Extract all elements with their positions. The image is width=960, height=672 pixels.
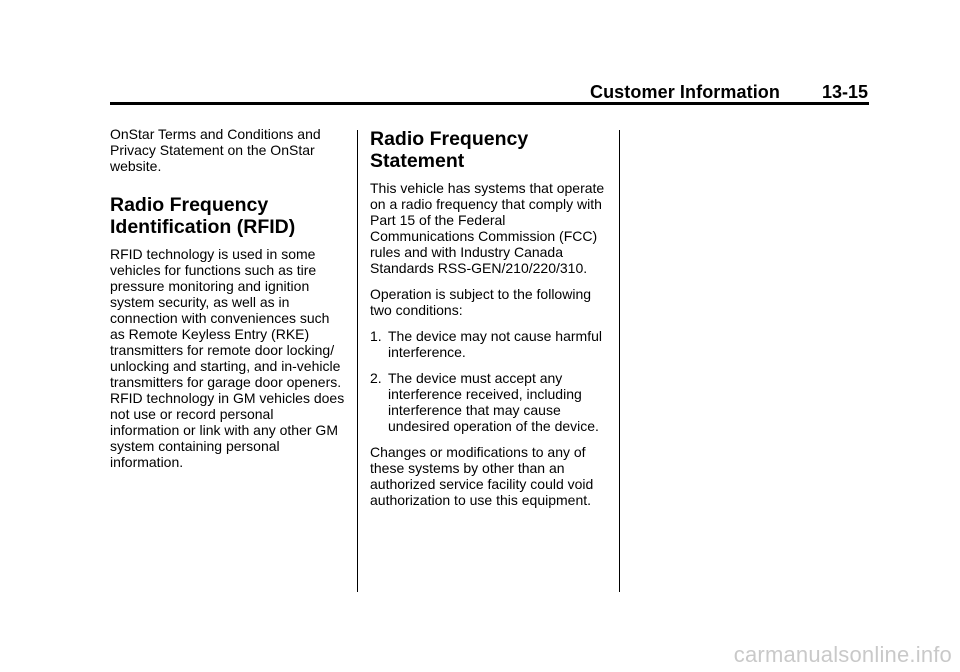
- conditions-paragraph: Operation is subject to the following two conditions:: [370, 286, 592, 318]
- column-left: [110, 126, 346, 480]
- page-number: 13-15: [821, 82, 868, 102]
- column-divider-1: [357, 130, 358, 592]
- column-divider-2: [619, 130, 620, 592]
- watermark: carmanualsonline.info: [733, 642, 952, 667]
- list-text: The device may not cause harmful interference.: [388, 328, 602, 360]
- conditions-list: [370, 328, 606, 434]
- modifications-paragraph: Changes or modifications to any of these systems by other than an authorized service facility could void authorization to use this equipment.: [370, 444, 594, 508]
- radio-frequency-heading: Radio Frequency Statement: [370, 128, 529, 172]
- list-item: [370, 328, 606, 360]
- rfid-heading: Radio Frequency Identification (RFID): [110, 194, 296, 238]
- list-text: The device must accept any interference received, including interference that may cause undesired operation of the device.: [388, 370, 599, 434]
- list-item: [370, 370, 606, 434]
- list-number: 2.: [370, 370, 382, 386]
- list-number: 1.: [370, 328, 382, 344]
- rfid-paragraph: RFID technology is used in some vehicles for functions such as tire pressure monitoring and ignition system security, as well as in connection with conveniences such as Remote Keyless Entry (RKE) transmitters for remote door locking/ unlocking and starting, and in-vehicle transmitters for garage door openers. RFID technology in GM vehicles does not use or record personal information or link with any other GM system containing personal information.: [110, 246, 345, 470]
- fcc-paragraph: This vehicle has systems that operate on a radio frequency that comply with Part 15 of the Federal Communications Commission (FCC) rules and with Industry Canada Standards RSS-GEN/210/220/310.: [370, 180, 605, 276]
- page-header: [110, 80, 868, 104]
- column-middle: [370, 128, 606, 518]
- intro-paragraph: OnStar Terms and Conditions and Privacy Statement on the OnStar website.: [110, 126, 321, 174]
- header-rule: [110, 102, 869, 105]
- section-title: Customer Information: [589, 82, 780, 102]
